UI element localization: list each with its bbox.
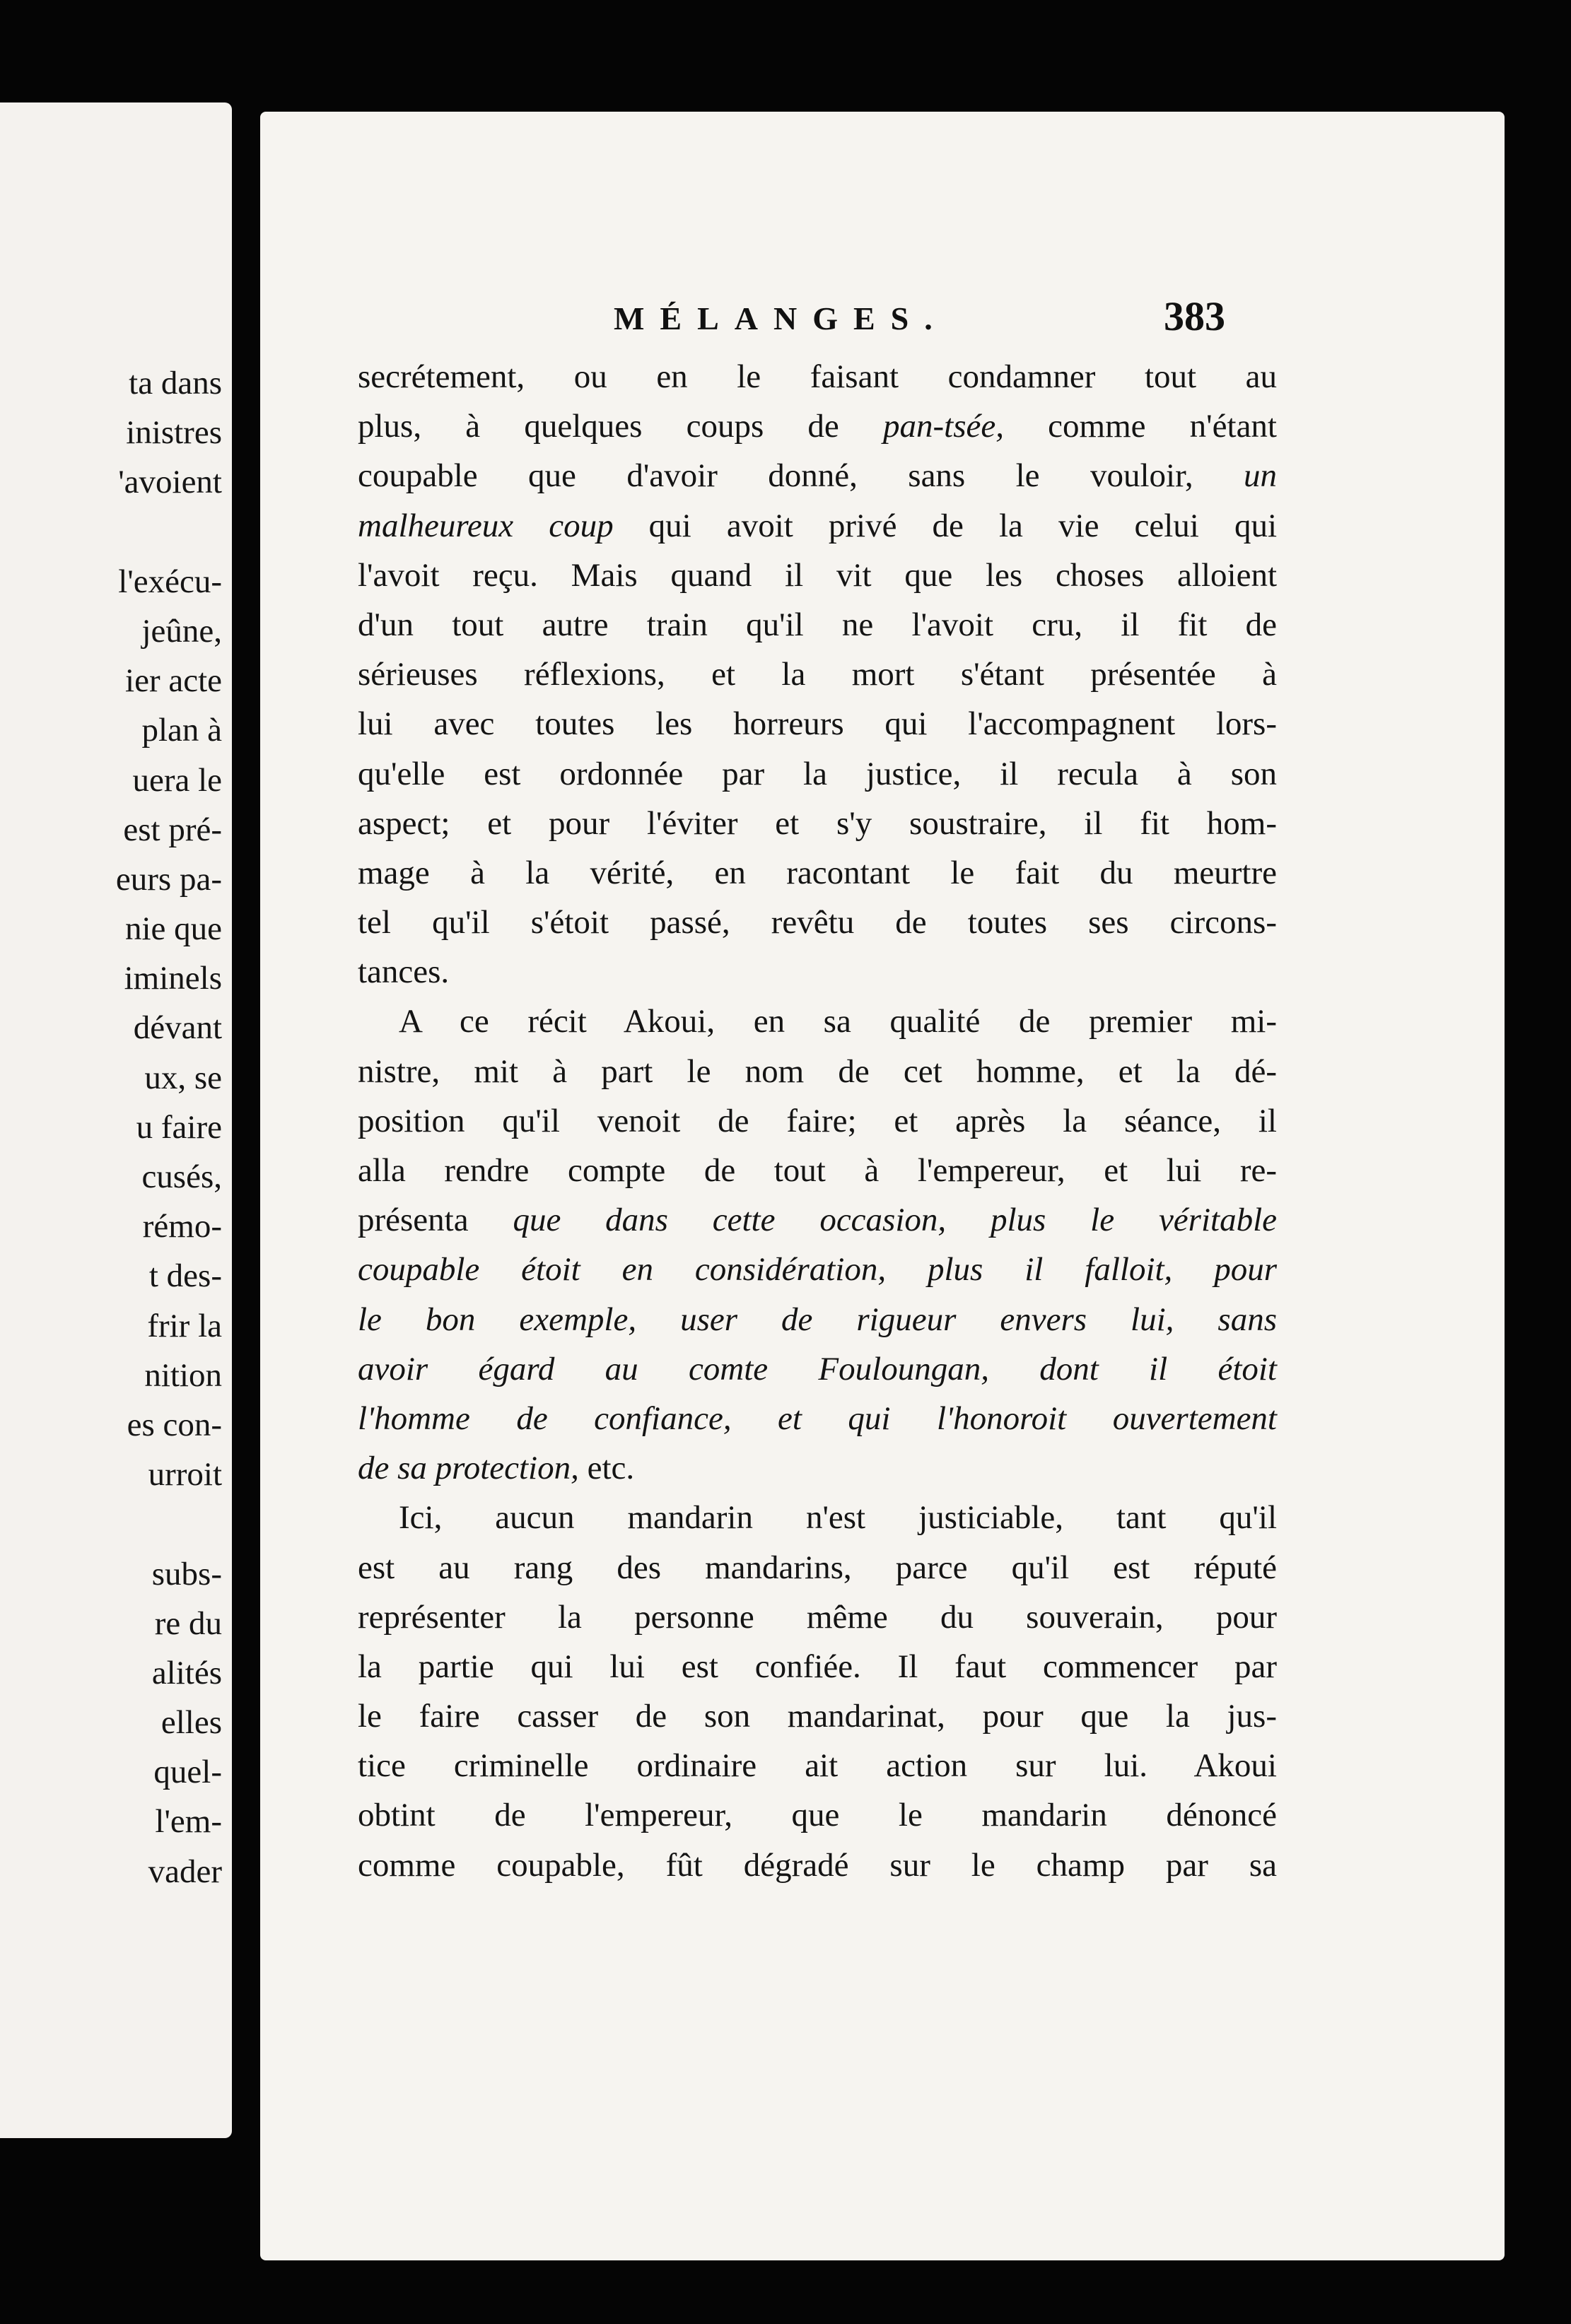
text-line — [358, 1195, 1277, 1245]
left-page-line: cusés, — [141, 1158, 222, 1195]
text-line — [358, 1146, 1277, 1195]
text-line — [358, 1096, 1277, 1146]
italic-text: pan-tsée, — [882, 408, 1004, 445]
left-page-line: elles — [160, 1704, 222, 1742]
left-page-line: rémo- — [142, 1208, 222, 1245]
italic-text: coupable étoit en considération, plus il falloit, pour — [358, 1251, 1277, 1289]
text-segment: d'un tout autre train qu'il ne l'avoit cru, il fit de — [358, 606, 1277, 643]
text-line — [358, 799, 1277, 848]
text-segment: aspect; et pour l'éviter et s'y soustraire, il fit hom- — [358, 804, 1277, 842]
left-page-line: dévant — [133, 1009, 222, 1047]
text-segment: la partie qui lui est confiée. Il faut commencer par — [358, 1648, 1277, 1685]
text-segment: mage à la vérité, en racontant le fait du meurtre — [358, 854, 1277, 891]
text-line — [358, 650, 1277, 699]
italic-text: avoir égard au comte Fouloungan, dont il étoit — [358, 1350, 1277, 1387]
text-line — [358, 1790, 1277, 1840]
text-segment: alla rendre compte de tout à l'empereur, et lui re- — [358, 1152, 1277, 1189]
text-segment: le faire casser de son mandarinat, pour que la jus- — [358, 1698, 1277, 1735]
left-page-line: est pré- — [123, 811, 222, 848]
left-page-line: l'exécu- — [118, 563, 222, 600]
text-segment: tel qu'il s'étoit passé, revêtu de toutes ses circons- — [358, 904, 1277, 941]
text-segment: A ce récit Akoui, en sa qualité de premier mi- — [399, 1003, 1277, 1040]
italic-text: malheureux coup — [358, 507, 614, 544]
left-page-line: uera le — [132, 761, 222, 799]
text-segment: l'avoit reçu. Mais quand il vit que les choses alloient — [358, 556, 1277, 594]
page-number: 383 — [1164, 293, 1225, 339]
text-line — [358, 1592, 1277, 1642]
text-line — [358, 1691, 1277, 1741]
text-line — [358, 947, 1277, 997]
text-segment: tances. — [358, 953, 450, 991]
left-page-line: ux, se — [144, 1059, 222, 1096]
text-line — [358, 1047, 1277, 1096]
text-segment: comme n'étant — [1003, 408, 1277, 445]
text-segment: etc. — [578, 1450, 635, 1487]
text-segment: qu'elle est ordonnée par la justice, il recula à son — [358, 755, 1277, 792]
left-page-line: subs- — [151, 1555, 222, 1592]
left-page-line: re du — [154, 1604, 222, 1642]
text-segment: plus, à quelques coups de — [358, 408, 883, 445]
left-page-line: l'em- — [155, 1803, 222, 1841]
text-line — [358, 501, 1277, 551]
left-page-line: inistres — [126, 414, 222, 452]
text-line — [358, 1841, 1277, 1890]
left-page-line: quel- — [153, 1754, 222, 1791]
left-page-line: es con- — [127, 1406, 222, 1443]
text-segment: lui avec toutes les horreurs qui l'accompagnent lors- — [358, 705, 1277, 743]
right-page — [260, 112, 1505, 2260]
italic-text: le bon exemple, user de rigueur envers lui, sans — [358, 1301, 1277, 1338]
body-text — [358, 352, 1277, 1890]
text-segment: Ici, aucun mandarin n'est justiciable, tant qu'il — [399, 1499, 1277, 1537]
left-page-line: jeûne, — [141, 612, 222, 650]
text-line — [358, 1741, 1277, 1790]
left-page-line: vader — [148, 1853, 222, 1890]
text-line — [358, 352, 1277, 401]
left-page-fragment — [0, 102, 232, 2138]
text-line — [358, 1394, 1277, 1443]
text-segment: obtint de l'empereur, que le mandarin dénoncé — [358, 1797, 1277, 1834]
text-segment: secrétement, ou en le faisant condamner tout au — [358, 358, 1277, 395]
left-page-line: urroit — [148, 1456, 222, 1493]
left-page-line: frir la — [147, 1307, 222, 1344]
text-segment: qui avoit privé de la vie celui qui — [613, 507, 1278, 544]
left-page-line: alités — [151, 1654, 222, 1691]
text-segment: présenta — [358, 1202, 513, 1239]
left-page-line: ier acte — [125, 662, 222, 700]
text-line — [358, 1543, 1277, 1592]
left-page-line: nie que — [124, 910, 222, 948]
text-line — [358, 997, 1277, 1046]
text-segment: comme coupable, fût dégradé sur le champ par sa — [358, 1846, 1277, 1884]
text-line — [358, 1443, 1277, 1493]
text-line — [358, 848, 1277, 898]
text-segment: sérieuses réflexions, et la mort s'étant présentée à — [358, 656, 1277, 693]
left-page-line: u faire — [136, 1108, 222, 1146]
text-line — [358, 898, 1277, 947]
running-head: MÉLANGES. — [614, 300, 948, 336]
text-segment: représenter la personne même du souverain, pour — [358, 1598, 1277, 1636]
text-line — [358, 401, 1277, 451]
left-page-line: ta dans — [129, 365, 222, 401]
left-page-text — [0, 358, 232, 1896]
text-line — [358, 551, 1277, 600]
text-line — [358, 451, 1277, 500]
text-line — [358, 600, 1277, 650]
left-page-line: nition — [144, 1356, 222, 1394]
italic-text: un — [1244, 457, 1277, 495]
left-page-line: eurs pa- — [115, 860, 222, 898]
left-page-line: plan à — [141, 712, 222, 749]
text-line — [358, 1642, 1277, 1691]
left-page-line — [0, 1499, 232, 1549]
text-segment: position qu'il venoit de faire; et après la séance, il — [358, 1102, 1277, 1139]
text-line — [358, 1344, 1277, 1394]
left-page-line: iminels — [124, 960, 222, 997]
text-line — [358, 749, 1277, 799]
italic-text: l'homme de confiance, et qui l'honoroit ouvertement — [358, 1399, 1277, 1437]
italic-text: de sa protection, — [358, 1450, 579, 1487]
left-page-line: 'avoient — [118, 464, 222, 501]
left-page-line: t des- — [148, 1257, 222, 1295]
text-segment: tice criminelle ordinaire ait action sur lui. Akoui — [358, 1747, 1277, 1785]
text-segment: est au rang des mandarins, parce qu'il est réputé — [358, 1549, 1277, 1586]
text-line — [358, 699, 1277, 749]
text-line — [358, 1245, 1277, 1294]
text-line — [358, 1295, 1277, 1344]
italic-text: que dans cette occasion, plus le véritable — [513, 1202, 1277, 1239]
left-page-line — [0, 507, 232, 557]
text-segment: nistre, mit à part le nom de cet homme, et la dé- — [358, 1052, 1277, 1090]
text-segment: coupable que d'avoir donné, sans le vouloir, — [358, 457, 1244, 495]
text-line — [358, 1493, 1277, 1542]
